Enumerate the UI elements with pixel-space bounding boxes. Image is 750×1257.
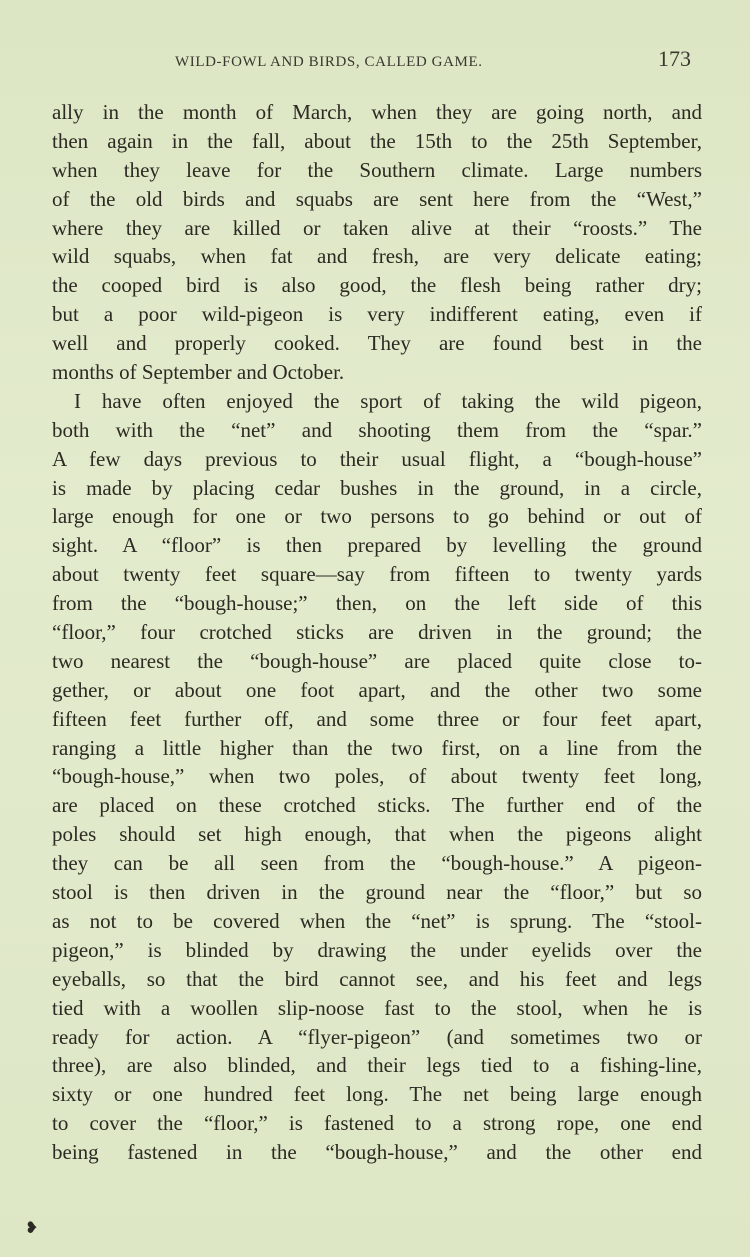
- text-line: but a poor wild-pigeon is very indifferent eating, even if: [52, 302, 702, 327]
- text-line: “floor,” four crotched sticks are driven in the ground; the: [52, 620, 702, 645]
- text-line: fifteen feet further off, and some three or four feet apart,: [52, 706, 702, 731]
- text-line: is made by placing cedar bushes in the ground, in a circle,: [52, 475, 702, 500]
- text-line: then again in the fall, about the 15th to the 25th September,: [52, 128, 702, 153]
- text-line: stool is then driven in the ground near the “floor,” but so: [52, 880, 702, 905]
- text-line: poles should set high enough, that when the pigeons alight: [52, 822, 702, 847]
- text-line: I have often enjoyed the sport of taking the wild pigeon,: [74, 388, 702, 413]
- text-line: two nearest the “bough-house” are placed quite close to-: [52, 648, 702, 673]
- text-line: wild squabs, when fat and fresh, are very delicate eating;: [52, 244, 702, 269]
- text-line: large enough for one or two persons to go behind or out of: [52, 504, 702, 529]
- text-line: eyeballs, so that the bird cannot see, and his feet and legs: [52, 966, 702, 991]
- text-line: from the “bough-house;” then, on the left side of this: [52, 591, 702, 616]
- text-line: pigeon,” is blinded by drawing the under eyelids over the: [52, 937, 702, 962]
- text-line: sight. A “floor” is then prepared by levelling the ground: [52, 533, 702, 558]
- text-line: sixty or one hundred feet long. The net being large enough: [52, 1082, 702, 1107]
- page-number: 173: [658, 46, 691, 71]
- text-line: well and properly cooked. They are found best in the: [52, 331, 702, 356]
- running-head: WILD-FOWL AND BIRDS, CALLED GAME.: [175, 54, 483, 70]
- text-line: “bough-house,” when two poles, of about twenty feet long,: [52, 764, 702, 789]
- text-line: where they are killed or taken alive at their “roosts.” The: [52, 215, 702, 240]
- text-line: to cover the “floor,” is fastened to a strong rope, one end: [52, 1111, 702, 1136]
- text-line: being fastened in the “bough-house,” and the other end: [52, 1140, 702, 1165]
- text-line: they can be all seen from the “bough-house.” A pigeon-: [52, 851, 702, 876]
- text-line: of the old birds and squabs are sent here from the “West,”: [52, 186, 702, 211]
- text-line: about twenty feet square—say from fifteen to twenty yards: [52, 562, 702, 587]
- text-line: are placed on these crotched sticks. The further end of the: [52, 793, 702, 818]
- text-line: the cooped bird is also good, the flesh being rather dry;: [52, 273, 702, 298]
- text-line: gether, or about one foot apart, and the other two some: [52, 677, 702, 702]
- text-line: tied with a woollen slip-noose fast to the stool, when he is: [52, 995, 702, 1020]
- text-line: months of September and October.: [52, 360, 345, 385]
- text-line: ally in the month of March, when they are going north, and: [52, 100, 702, 124]
- text-line: three), are also blinded, and their legs tied to a fishing-line,: [52, 1053, 702, 1078]
- text-line: both with the “net” and shooting them from the “spar.”: [52, 417, 702, 442]
- text-line: as not to be covered when the “net” is sprung. The “stool-: [52, 908, 702, 933]
- text-line: when they leave for the Southern climate. Large numbers: [52, 157, 702, 182]
- page-header: [0, 46, 750, 76]
- text-line: A few days previous to their usual flight, a “bough-house”: [52, 446, 702, 471]
- text-line: ranging a little higher than the two first, on a line from the: [52, 735, 702, 760]
- printer-mark-icon: ❥: [25, 1218, 39, 1237]
- body-text: [52, 98, 702, 1167]
- text-line: ready for action. A “flyer-pigeon” (and sometimes two or: [52, 1024, 702, 1049]
